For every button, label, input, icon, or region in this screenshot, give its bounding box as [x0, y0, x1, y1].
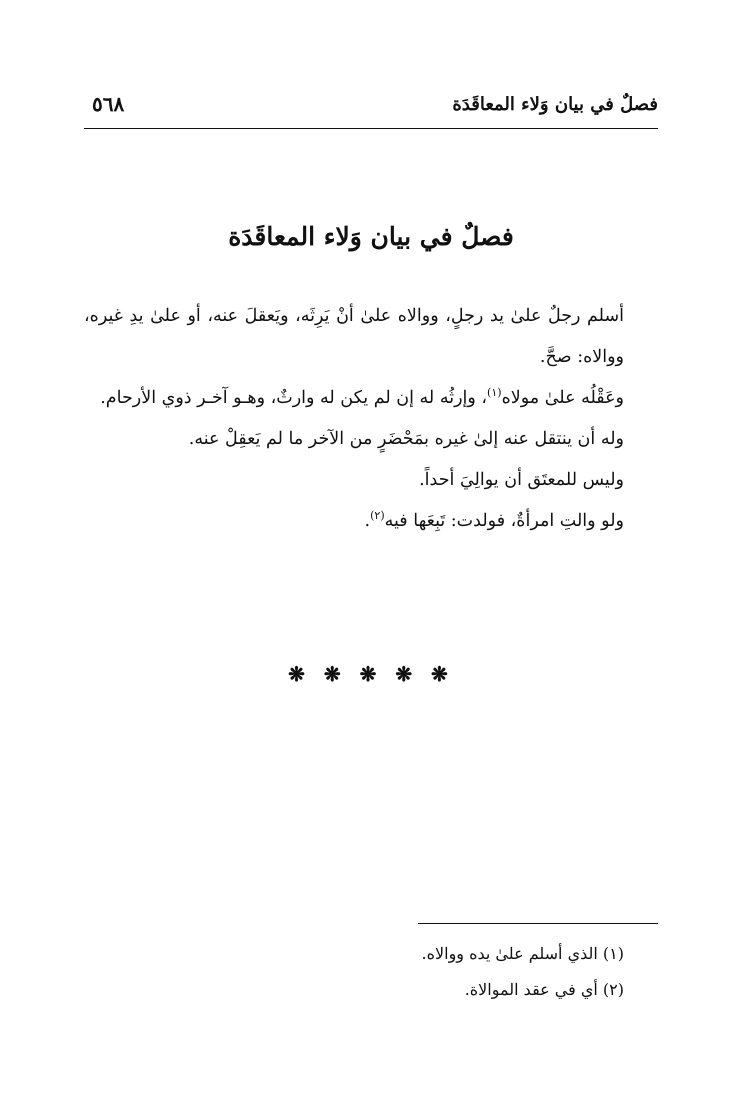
paragraph-1	[84, 296, 658, 378]
paragraph-text-continued: .	[364, 511, 371, 531]
footnotes	[84, 936, 658, 1008]
paragraph-text: وله أن ينتقل عنه إلىٰ غيره بمَحْضَرٍ من الآخر ما لم يَعقِلْ عنه.	[188, 429, 624, 449]
footnote-2: (٢) أي في عقد الموالاة.	[464, 980, 624, 999]
section-end-ornament: ❋ ❋ ❋ ❋ ❋	[288, 662, 454, 686]
footnote-separator	[418, 923, 658, 924]
paragraph-text: ولو والتِ امرأةٌ، فولدت: تَبِعَها فيه	[384, 511, 624, 531]
running-header-title: فصلٌ في بيان وَلاء المعاقَدَة	[452, 94, 658, 115]
paragraph-text: وليس للمعتَق أن يوالِيَ أحداً.	[419, 470, 624, 490]
paragraph-5	[84, 501, 658, 542]
paragraph-4	[84, 460, 658, 501]
paragraph-text: أسلم رجلٌ علىٰ يد رجلٍ، ووالاه علىٰ أنْ يَرِثَه، ويَعقلَ عنه، أو علىٰ يدِ غيره، ووالاه: صحَّ.	[84, 306, 624, 367]
paragraph-2	[84, 378, 658, 419]
page-number: ٥٦٨	[92, 92, 125, 116]
paragraph-text-continued: ، وإرثُه له إن لم يكن له وارثٌ، وهـو آخـر ذوي الأرحام.	[100, 388, 488, 408]
paragraph-3	[84, 419, 658, 460]
footnote-1: (١) الذي أسلم علىٰ يده ووالاه.	[421, 944, 624, 963]
paragraph-text: وعَقْلُه علىٰ مولاه	[501, 388, 624, 408]
chapter-title: فصلٌ في بيان وَلاء المعاقَدَة	[228, 222, 514, 251]
footnote-reference[interactable]: (٢)	[370, 509, 385, 523]
running-header	[84, 88, 658, 129]
body-text	[84, 296, 658, 542]
footnote-reference[interactable]: (١)	[487, 386, 502, 400]
